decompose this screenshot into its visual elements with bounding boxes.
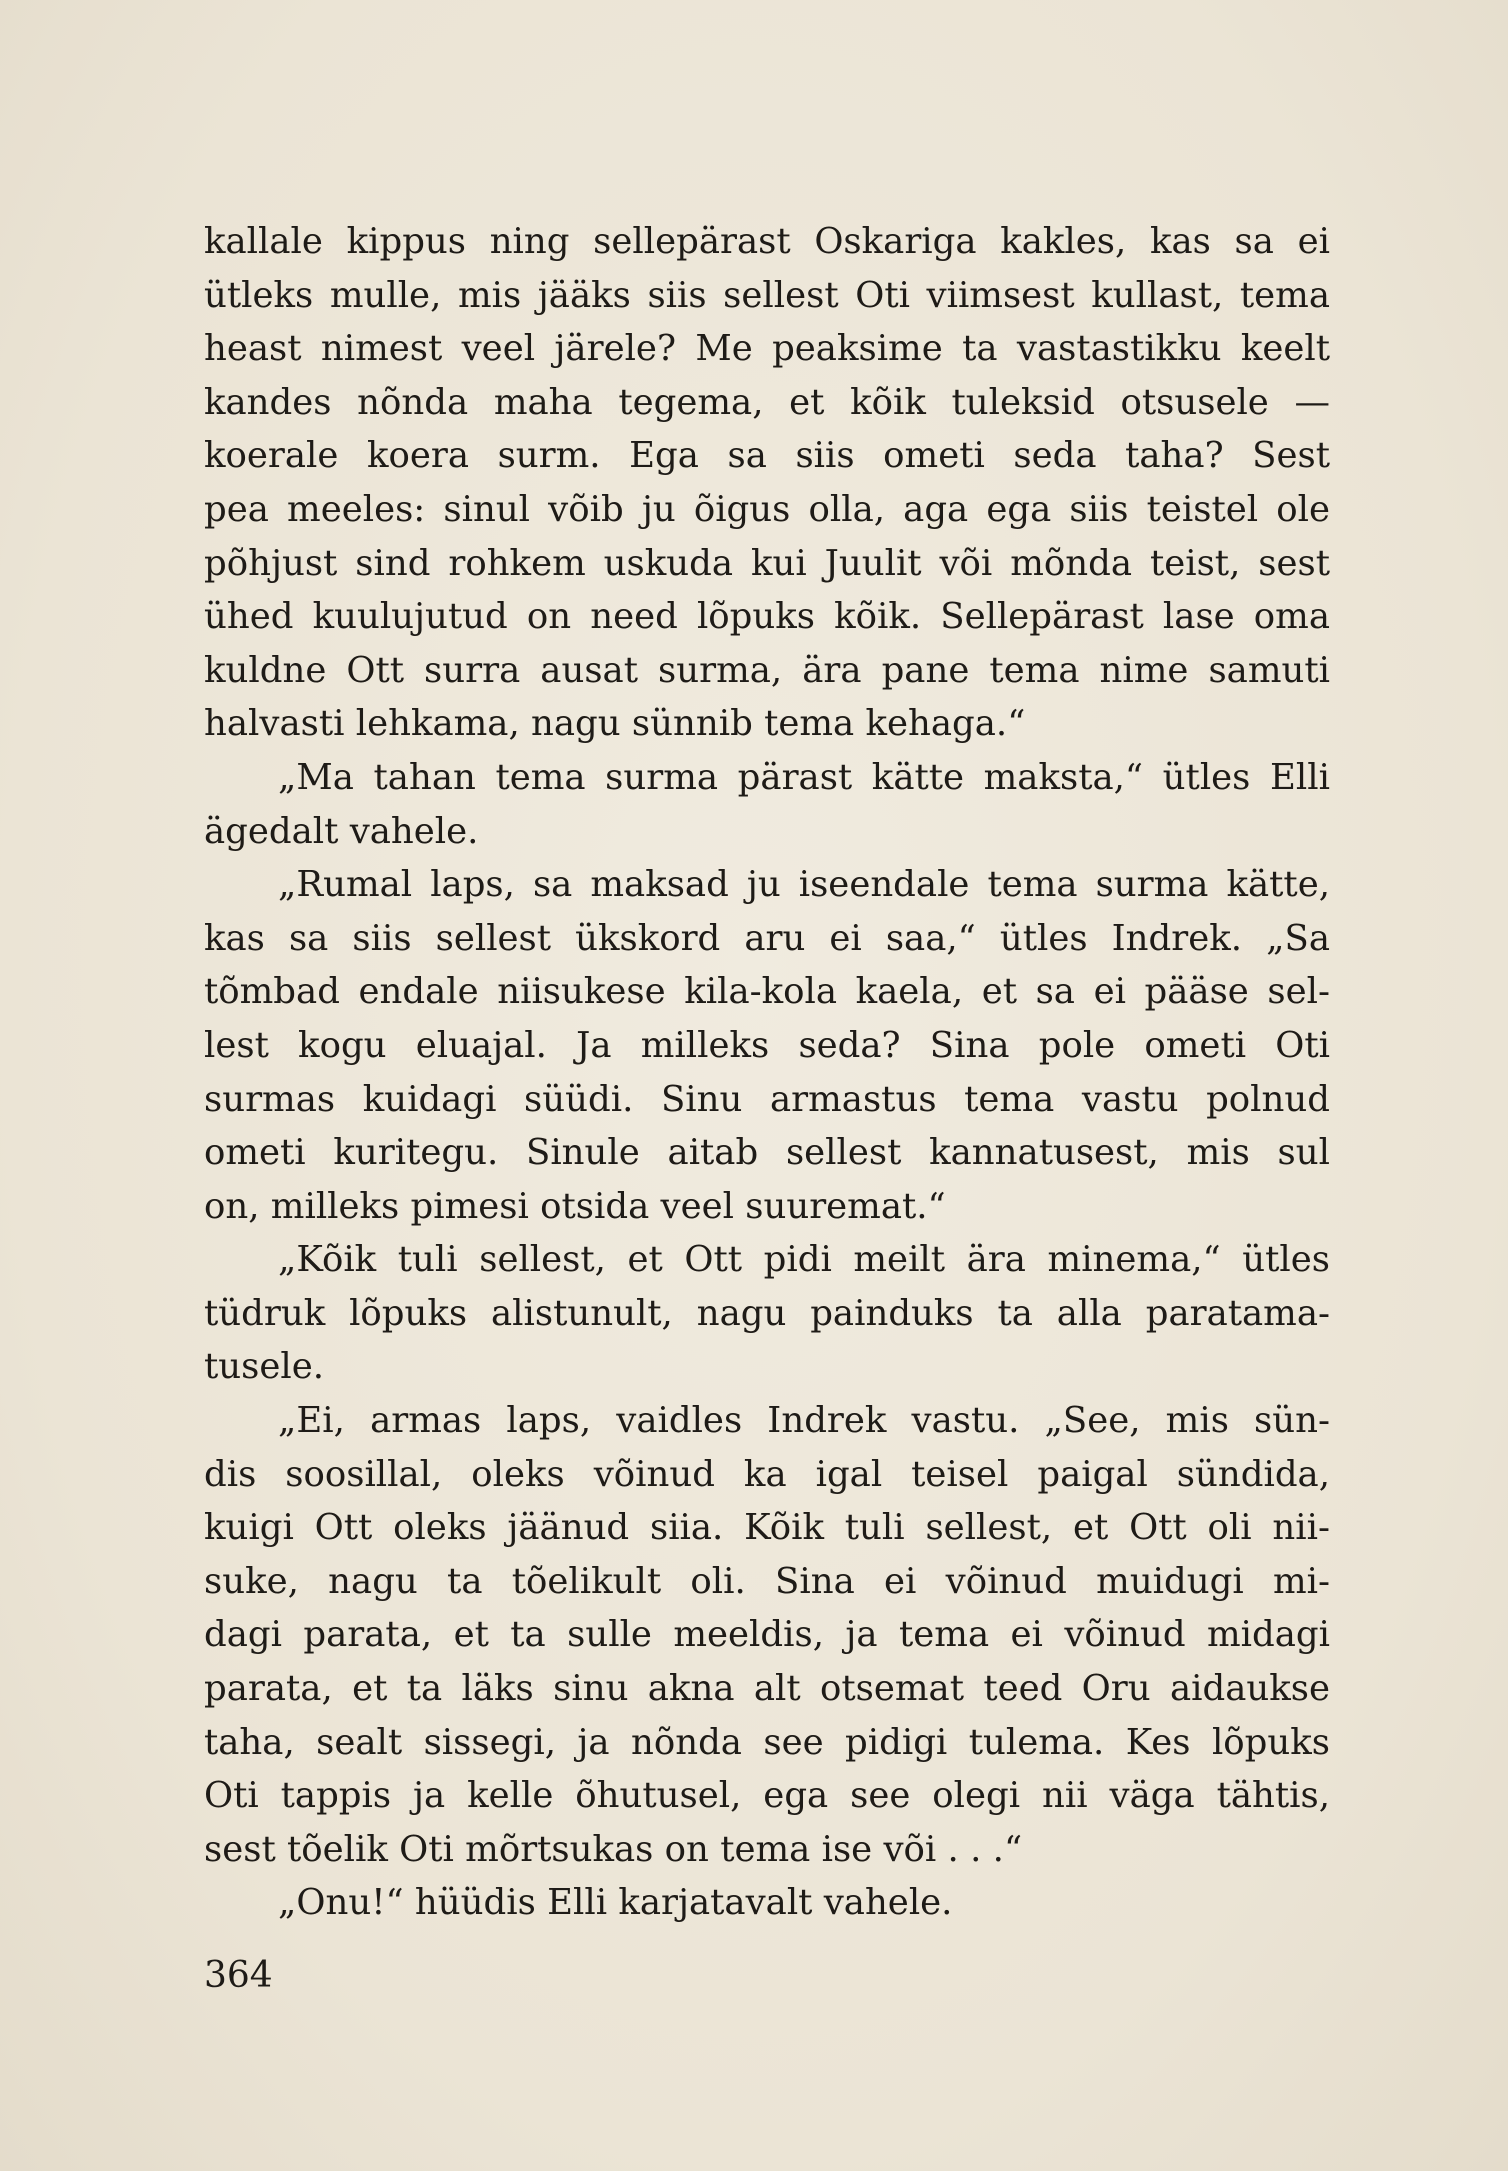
text-line: kallale kippus ning sellepärast Oskariga kakles, kas sa ei — [204, 221, 1330, 262]
text-line: pea meeles: sinul võib ju õigus olla, aga ega siis teistel ole — [204, 488, 1330, 530]
text-line: heast nimest veel järele? Me peaksime ta vastastikku keelt — [204, 328, 1330, 370]
text-line: ometi kuritegu. Sinule aitab sellest kannatusest, mis sul — [204, 1132, 1330, 1174]
text-line: „Rumal laps, sa maksad ju iseendale tema surma kätte, — [278, 864, 1330, 906]
text-line: parata, et ta läks sinu akna alt otsemat teed Oru aidaukse — [204, 1668, 1330, 1710]
text-line: kas sa siis sellest ükskord aru ei saa,“ ütles Indrek. „Sa — [204, 917, 1330, 959]
text-line: lest kogu eluajal. Ja milleks seda? Sina pole ometi Oti — [204, 1024, 1330, 1066]
text-line: tüdruk lõpuks alistunult, nagu painduks ta alla paratama- — [204, 1292, 1330, 1334]
text-line: sest tõelik Oti mõrtsukas on tema ise või . . .“ — [204, 1828, 1023, 1870]
text-line: on, milleks pimesi otsida veel suuremat.“ — [204, 1185, 946, 1227]
text-line: „Onu!“ hüüdis Elli karjatavalt vahele. — [278, 1882, 953, 1924]
text-line: kandes nõnda maha tegema, et kõik tuleksid otsusele — — [204, 381, 1330, 423]
text-line: dagi parata, et ta sulle meeldis, ja tema ei võinud midagi — [204, 1614, 1330, 1656]
text-line: dis soosillal, oleks võinud ka igal teisel paigal sündida, — [204, 1453, 1330, 1495]
text-line: „Kõik tuli sellest, et Ott pidi meilt ära minema,“ ütles — [278, 1239, 1330, 1281]
text-line: koerale koera surm. Ega sa siis ometi seda taha? Sest — [204, 435, 1330, 477]
text-line: Oti tappis ja kelle õhutusel, ega see olegi nii väga tähtis, — [204, 1775, 1330, 1817]
body-text — [204, 215, 1330, 1930]
text-line: taha, sealt sissegi, ja nõnda see pidigi tulema. Kes lõpuks — [204, 1721, 1330, 1763]
text-line: ühed kuulujutud on need lõpuks kõik. Sellepärast lase oma — [204, 596, 1330, 638]
text-line: halvasti lehkama, nagu sünnib tema kehaga.“ — [204, 703, 1026, 745]
text-line: tõmbad endale niisukese kila-kola kaela, et sa ei pääse sel- — [204, 971, 1330, 1013]
text-line: ütleks mulle, mis jääks siis sellest Oti viimsest kullast, tema — [204, 274, 1330, 316]
text-line: surmas kuidagi süüdi. Sinu armastus tema vastu polnud — [204, 1078, 1330, 1120]
text-line: suke, nagu ta tõelikult oli. Sina ei võinud muidugi mi- — [204, 1560, 1330, 1602]
text-line: kuigi Ott oleks jäänud siia. Kõik tuli sellest, et Ott oli nii- — [204, 1507, 1330, 1549]
text-line: kuldne Ott surra ausat surma, ära pane tema nime samuti — [204, 649, 1330, 691]
text-line: „Ei, armas laps, vaidles Indrek vastu. „See, mis sün- — [278, 1400, 1330, 1442]
page-number: 364 — [204, 1955, 273, 1996]
text-line: põhjust sind rohkem uskuda kui Juulit või mõnda teist, sest — [204, 542, 1330, 584]
text-line: „Ma tahan tema surma pärast kätte maksta,“ ütles Elli — [278, 756, 1330, 798]
text-line: tusele. — [204, 1346, 325, 1388]
text-line: ägedalt vahele. — [204, 810, 479, 852]
